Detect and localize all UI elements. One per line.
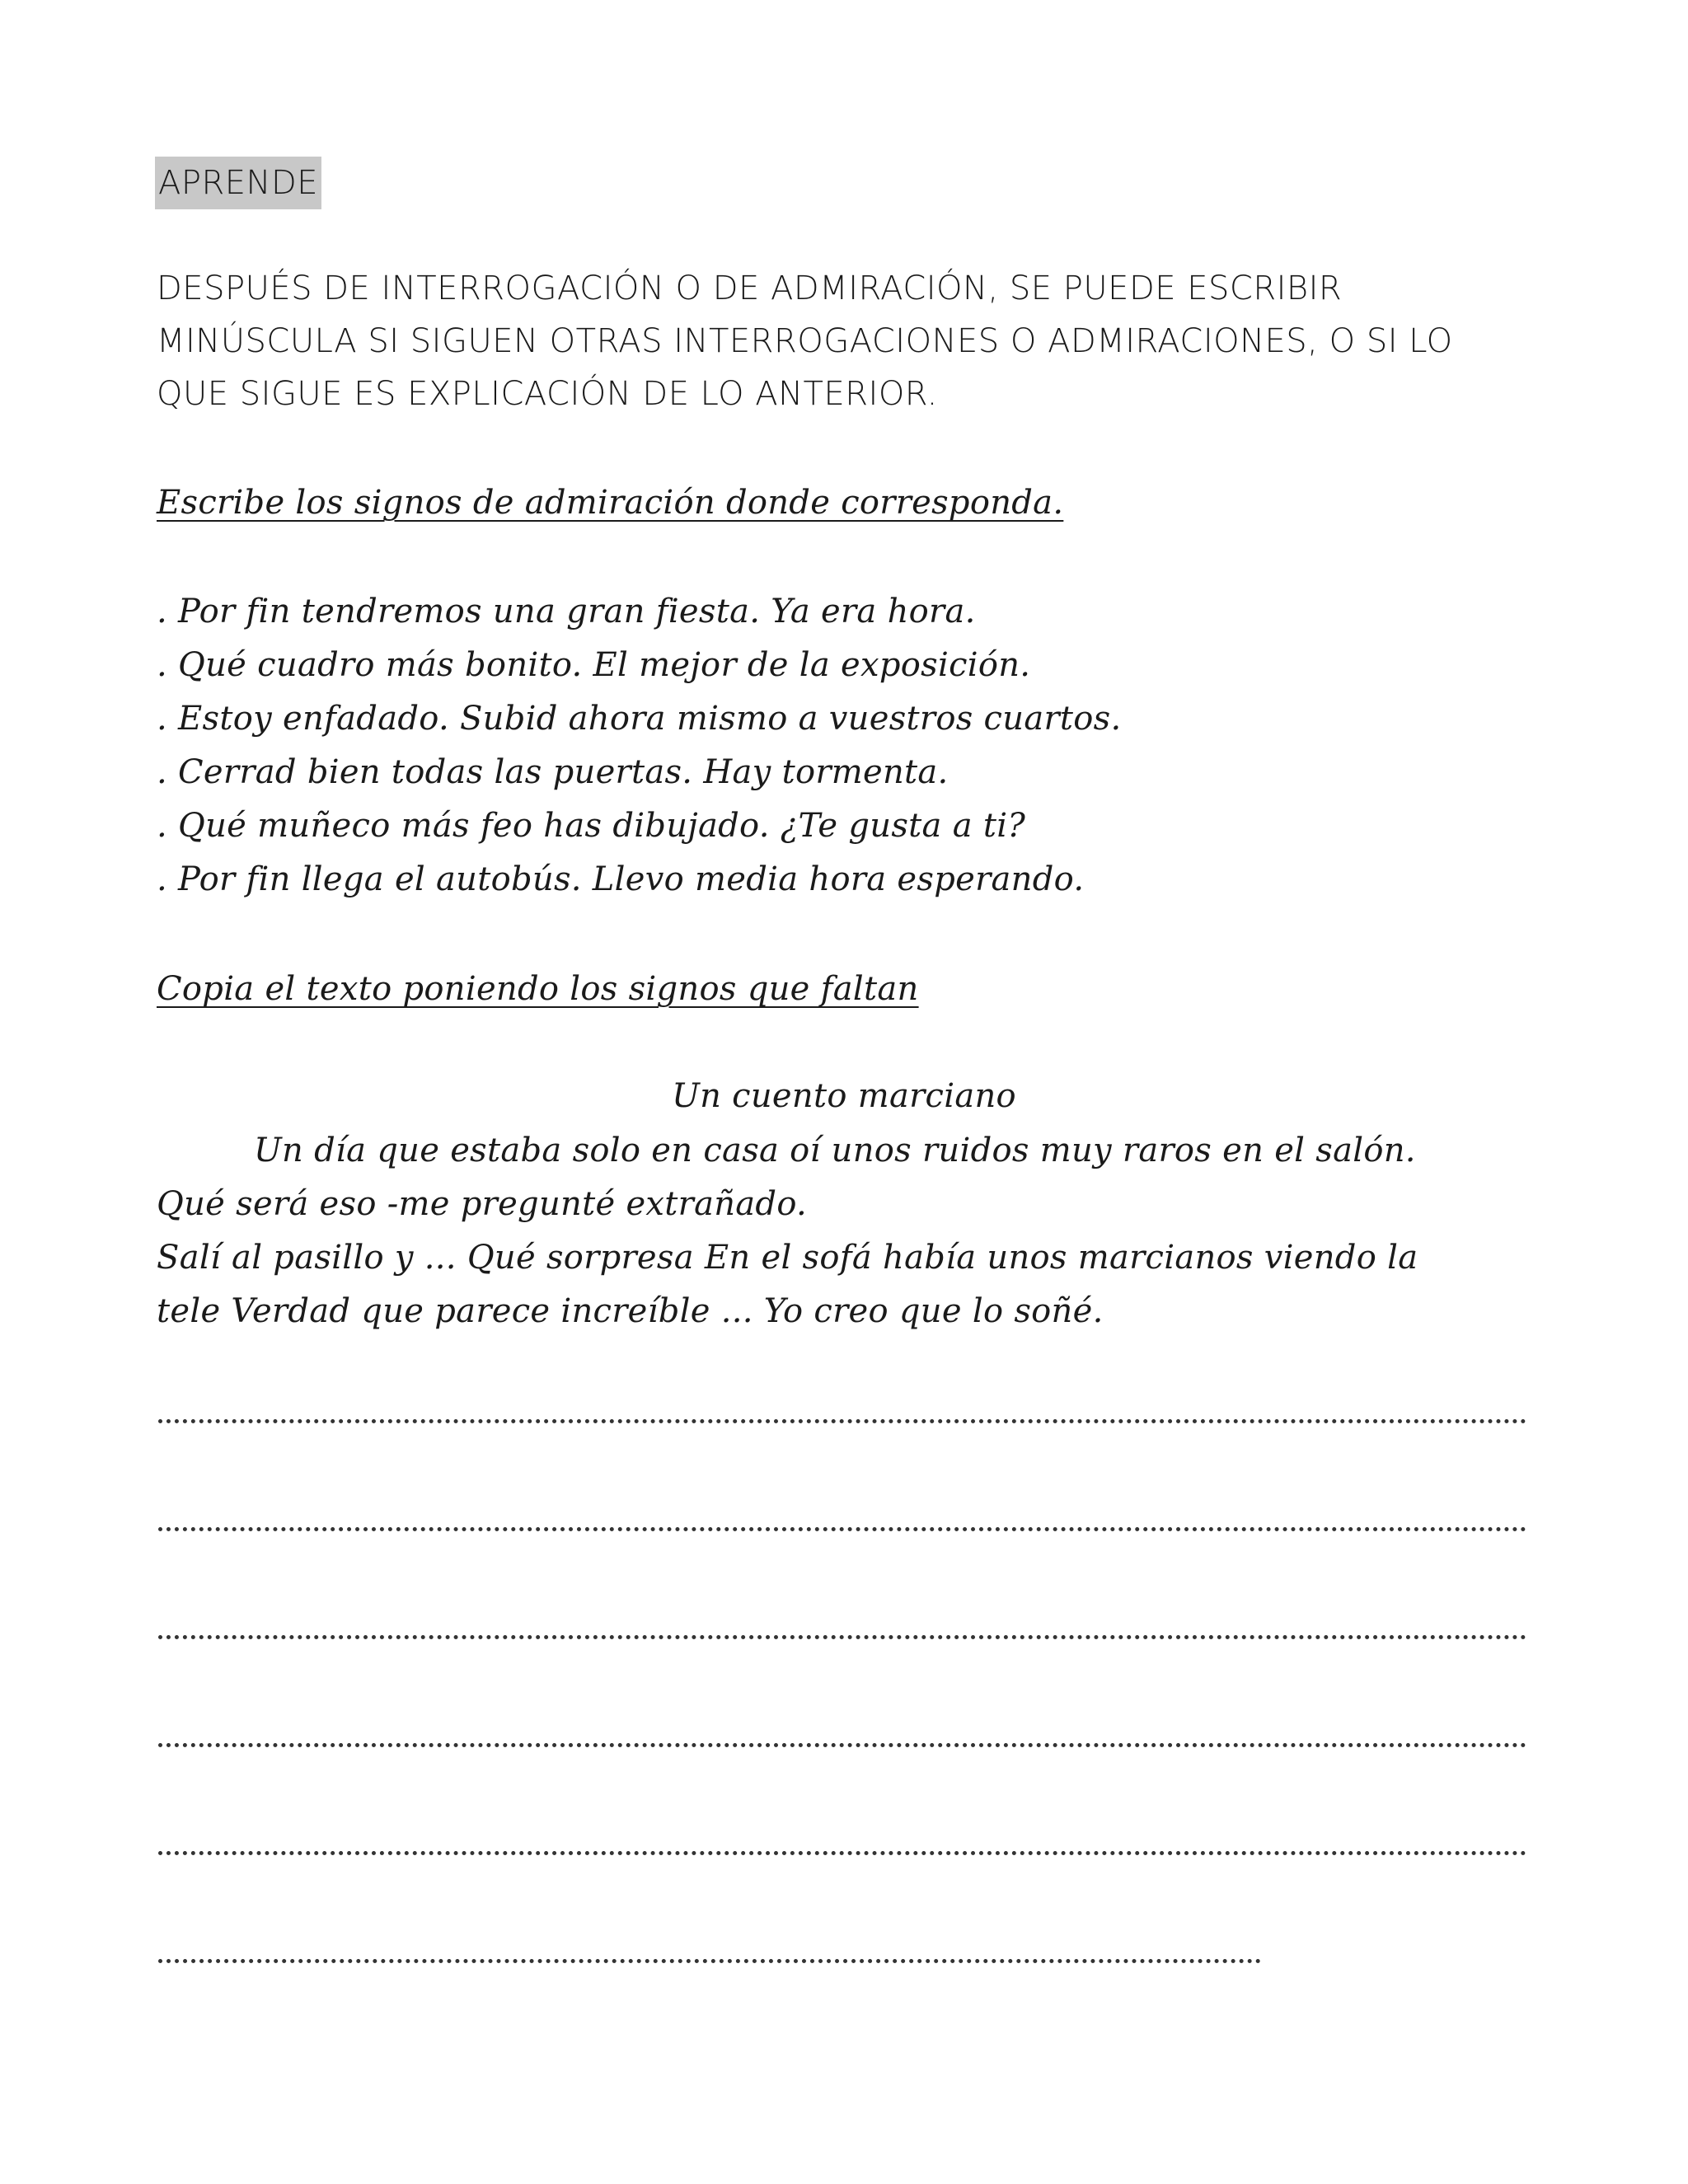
rule-line: DESPUÉS DE INTERROGACIÓN O DE ADMIRACIÓN, SE PUEDE ESCRIBIR xyxy=(157,269,1343,307)
exercise1-heading: Escribe los signos de admiración donde corresponda. xyxy=(157,484,1064,522)
exercise1-list xyxy=(157,585,1121,907)
exercise-item: . Por fin tendremos una gran fiesta. Ya era hora. xyxy=(157,593,976,630)
grammar-rule xyxy=(157,262,1541,420)
story-line: tele Verdad que parece increíble ... Yo creo que lo soñé. xyxy=(157,1292,1104,1330)
answer-line-2[interactable] xyxy=(158,1527,1526,1531)
aprende-badge: APRENDE xyxy=(155,157,321,209)
answer-line-3[interactable] xyxy=(158,1635,1526,1639)
exercise-item: . Estoy enfadado. Subid ahora mismo a vuestros cuartos. xyxy=(157,700,1122,738)
exercise-item: . Qué muñeco más feo has dibujado. ¿Te gusta a ti? xyxy=(157,807,1026,845)
rule-line: QUE SIGUE ES EXPLICACIÓN DE LO ANTERIOR. xyxy=(157,375,938,413)
answer-line-6[interactable] xyxy=(158,1959,1261,1963)
answer-line-5[interactable] xyxy=(158,1851,1526,1855)
rule-line: MINÚSCULA SI SIGUEN OTRAS INTERROGACIONES O ADMIRACIONES, O SI LO xyxy=(157,322,1453,360)
story-text xyxy=(157,1124,1541,1338)
story-line: Un día que estaba solo en casa oí unos ruidos muy raros en el salón. xyxy=(254,1132,1416,1169)
answer-line-1[interactable] xyxy=(158,1419,1526,1423)
exercise2-heading: Copia el texto poniendo los signos que faltan xyxy=(157,970,919,1008)
exercise-item: . Qué cuadro más bonito. El mejor de la exposición. xyxy=(157,646,1031,684)
story-line: Salí al pasillo y ... Qué sorpresa En el sofá había unos marcianos viendo la xyxy=(157,1239,1418,1277)
exercise-item: . Por fin llega el autobús. Llevo media hora esperando. xyxy=(157,860,1085,898)
exercise-item: . Cerrad bien todas las puertas. Hay tormenta. xyxy=(157,753,949,791)
story-title: Un cuento marciano xyxy=(672,1077,1016,1115)
answer-line-4[interactable] xyxy=(158,1743,1526,1747)
story-line: Qué será eso -me pregunté extrañado. xyxy=(157,1185,808,1223)
